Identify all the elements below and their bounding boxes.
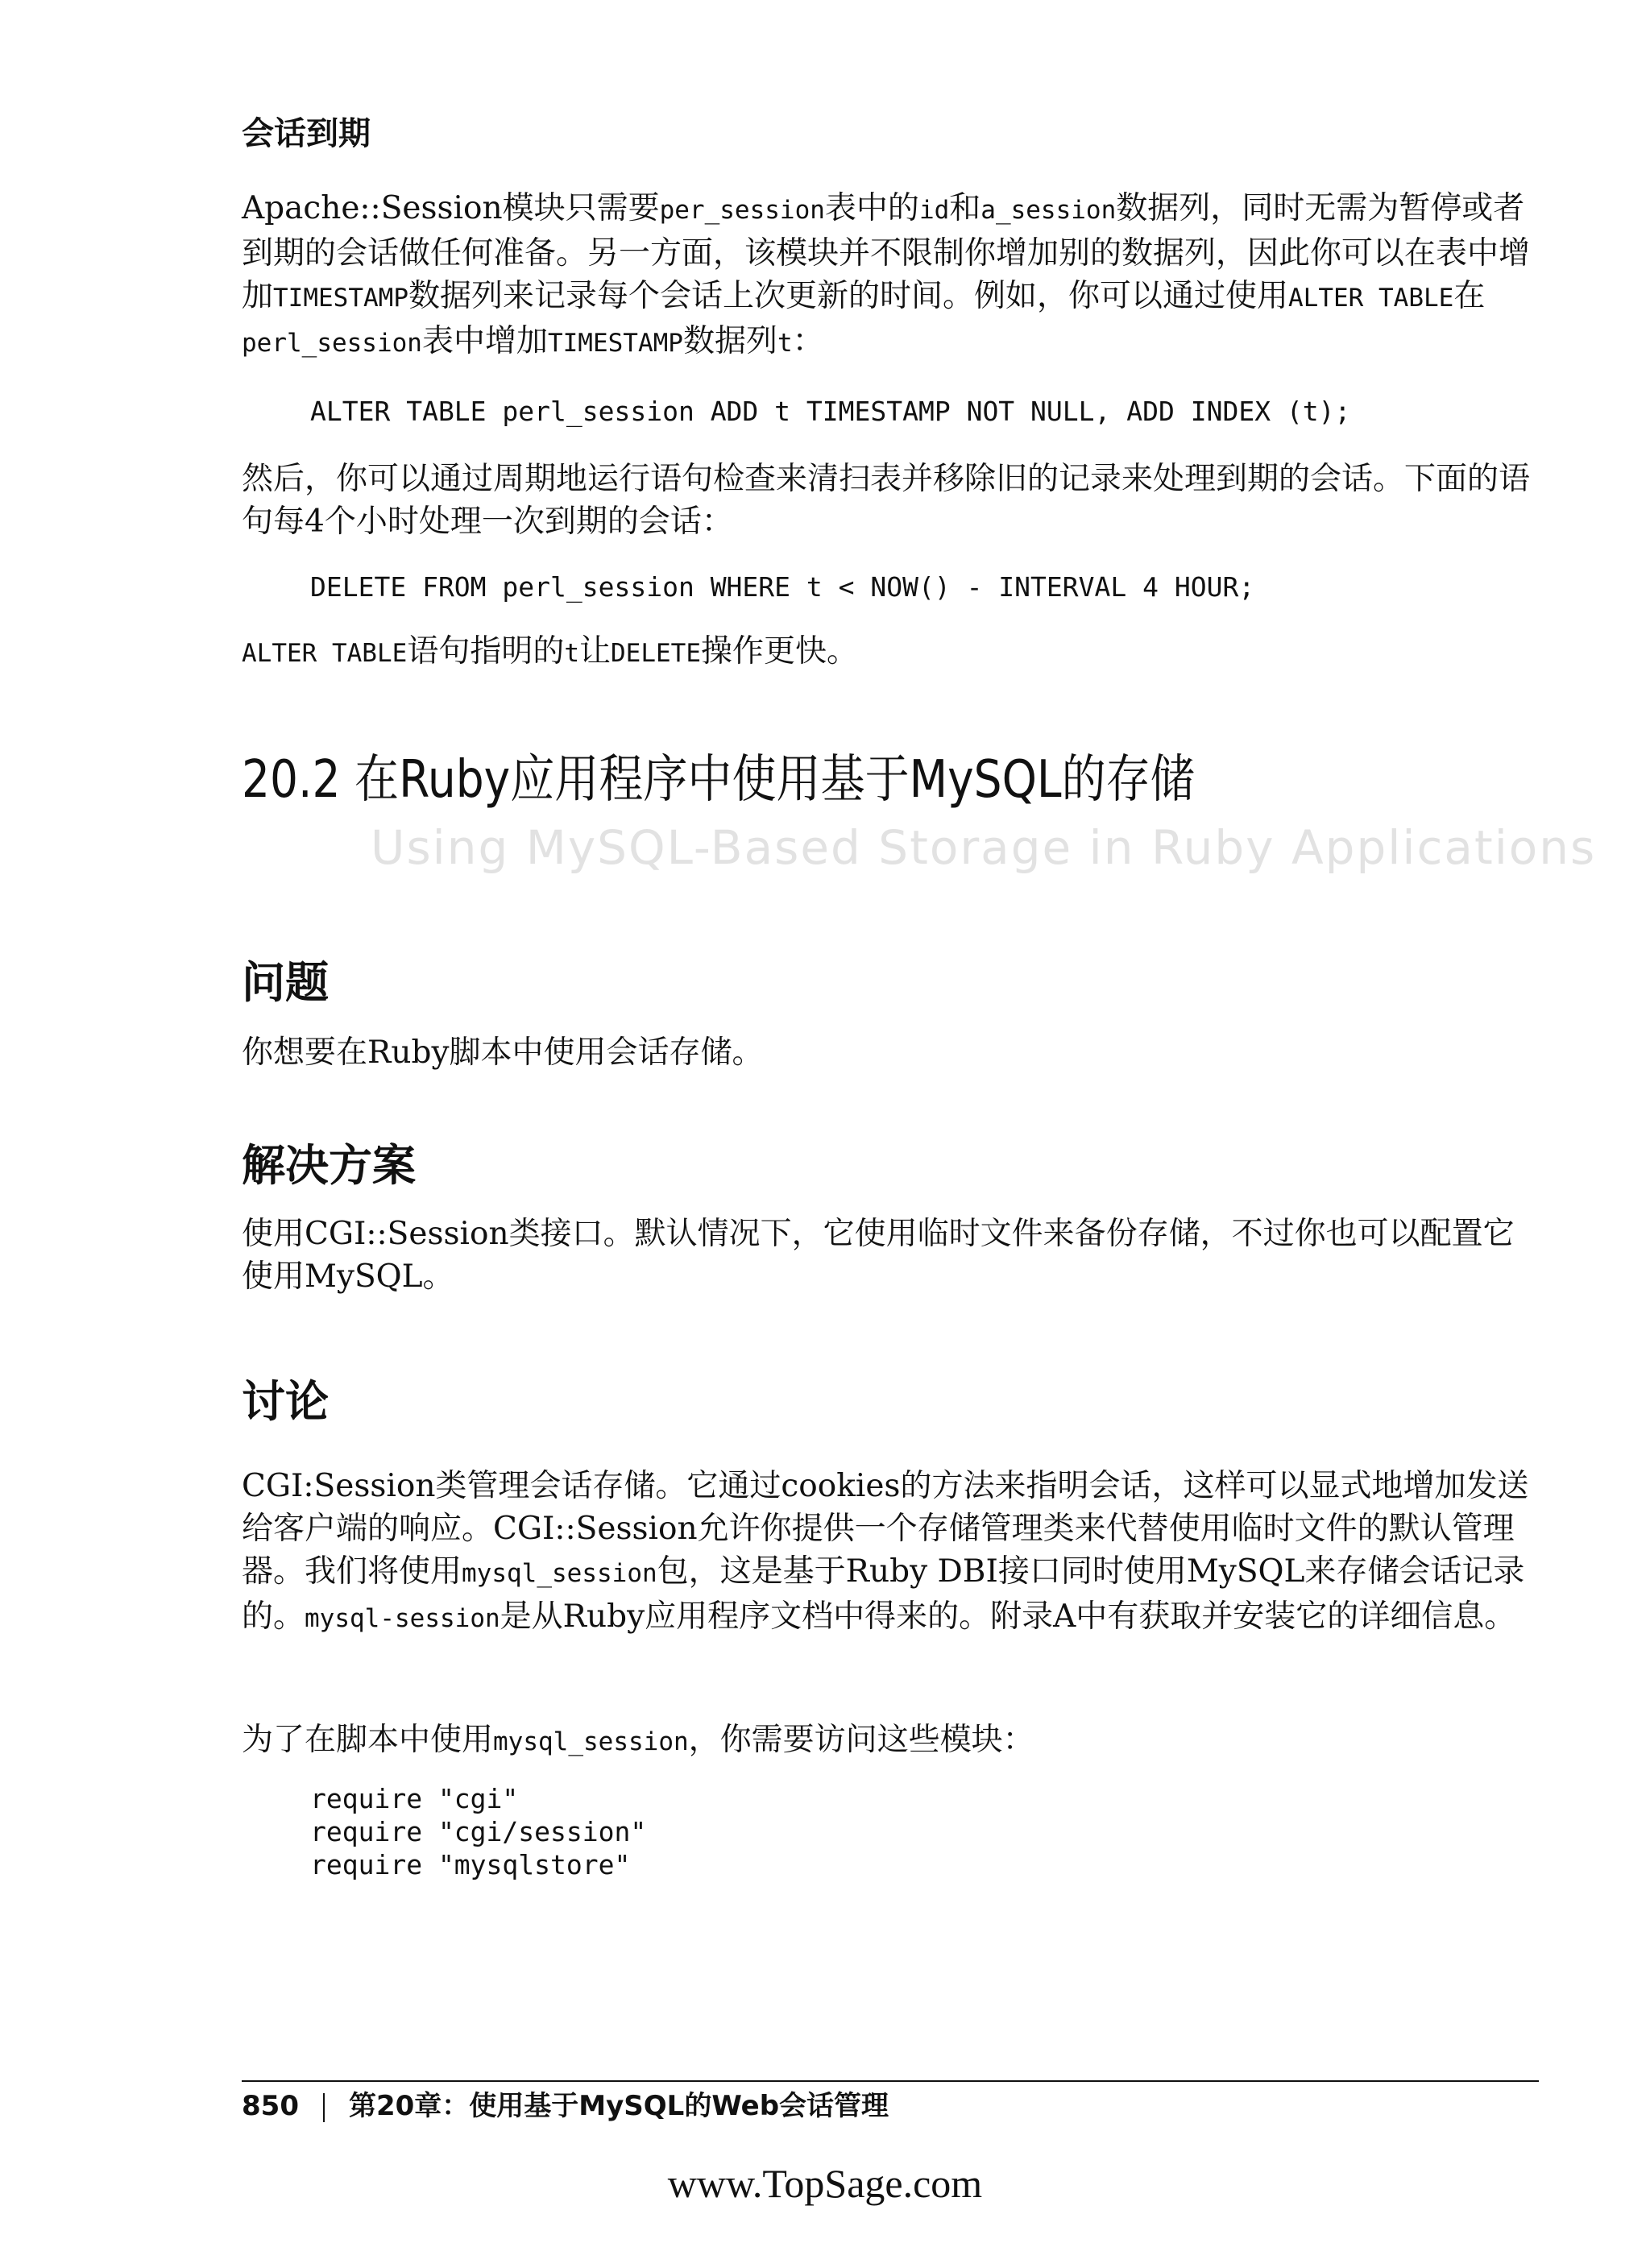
footer-divider (323, 2093, 325, 2122)
watermark-url: www.TopSage.com (667, 2161, 983, 2206)
paragraph-expiry-cleanup: 然后，你可以通过周期地运行语句检查来清扫表并移除旧的记录来处理到期的会话。下面的语句每4个小时处理一次到期的会话： (242, 461, 1531, 540)
section-heading-expiry: 会话到期 (242, 115, 371, 152)
section-subtitle: Using MySQL-Based Storage in Ruby Applications (371, 820, 1597, 875)
problem-text: 你想要在Ruby脚本中使用会话存储。 (242, 1034, 764, 1071)
code-span: mysql_session (462, 1559, 657, 1588)
discussion-paragraph-2 (242, 1719, 1539, 1764)
solution-heading: 解决方案 (242, 1140, 416, 1191)
code-span: t (777, 329, 793, 358)
text-span: 表中的 (824, 190, 919, 226)
solution-text: 使用CGI::Session类接口。默认情况下，它使用临时文件来备份存储，不过你也可以配置它使用MySQL。 (242, 1216, 1515, 1295)
code-span: TIMESTAMP (547, 329, 683, 358)
text-span: 是从Ruby应用程序文档中得来的。附录A中有获取并安装它的详细信息。 (500, 1598, 1516, 1635)
text-span: 语句指明的 (407, 633, 565, 670)
code-delete: DELETE FROM perl_session WHERE t < NOW() - INTERVAL 4 HOUR; (310, 571, 1255, 603)
section-title: 20.2 在Ruby应用程序中使用基于MySQL的存储 (242, 750, 1195, 810)
text-span: Apache::Session模块只需要 (242, 190, 660, 226)
text-span: 数据列，同时无需为暂停或者到期的会话做任何准备。另一方面，该模块并不限制你增加别的数据列，因此你可以在表中增加 (242, 190, 1531, 314)
code-require: require "cgi" require "cgi/session" require "mysqlstore" (310, 1783, 647, 1880)
text-span: 为了在脚本中使用 (242, 1722, 494, 1758)
chapter-label: 第20章：使用基于MySQL的Web会话管理 (348, 2090, 889, 2122)
code-span: ALTER TABLE (1288, 284, 1454, 313)
page-footer (242, 2088, 889, 2124)
footer-rule (242, 2080, 1539, 2082)
code-span: mysql_session (493, 1727, 689, 1756)
code-alter-table: ALTER TABLE perl_session ADD t TIMESTAMP NOT NULL, ADD INDEX (t); (310, 396, 1351, 427)
text-span: ，你需要访问这些模块： (688, 1722, 1034, 1758)
discussion-heading: 讨论 (242, 1376, 329, 1427)
code-span: ALTER TABLE (242, 639, 408, 668)
code-span: TIMESTAMP (273, 284, 408, 313)
page-number: 850 (242, 2090, 299, 2122)
text-span: 表中增加 (421, 323, 548, 359)
text-span: 让 (579, 633, 611, 670)
code-span: t (564, 639, 579, 668)
code-span: perl_session (242, 329, 422, 358)
code-span: DELETE (611, 639, 701, 668)
paragraph-expiry-intro (242, 187, 1539, 365)
text-span: 操作更快。 (701, 633, 859, 670)
text-span: 在 (1453, 278, 1486, 314)
text-span: 包，这是基于Ruby DBI接口同时使用MySQL来存储会话记录的。 (242, 1553, 1525, 1635)
code-span: per_session (659, 196, 825, 225)
problem-heading: 问题 (242, 957, 329, 1008)
text-span: 数据列 (682, 323, 777, 359)
code-span: id (918, 196, 950, 225)
code-span: mysql-session (305, 1604, 500, 1633)
text-span: ： (792, 323, 824, 359)
text-span: 数据列来记录每个会话上次更新的时间。例如，你可以通过使用 (408, 278, 1289, 314)
text-span: 和 (949, 190, 981, 226)
paragraph-expiry-note (242, 630, 1539, 675)
code-span: a_session (980, 196, 1117, 225)
discussion-paragraph-1 (242, 1465, 1539, 1640)
text-span: CGI:Session类管理会话存储。它通过cookies的方法来指明会话，这样可以显式地增加发送给客户端的响应。CGI::Session允许你提供一个存储管理类来代替使用临时文件的默认管理器。我们将使用 (242, 1468, 1529, 1590)
